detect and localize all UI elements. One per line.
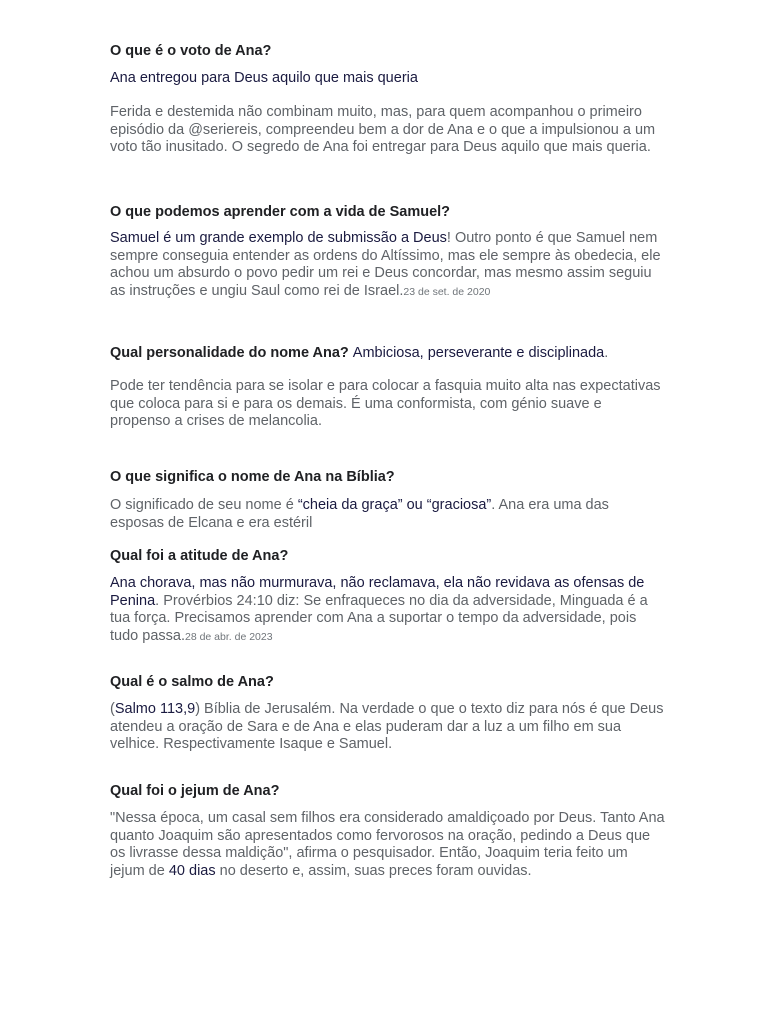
inline-answer: Ambiciosa, perseverante e disciplinada <box>352 345 605 361</box>
answer-highlight-1: “cheia da graça” <box>297 497 403 513</box>
answer-highlight: Ana entregou para Deus aquilo que mais queria <box>110 70 418 86</box>
inline-answer-end: . <box>604 345 609 361</box>
answer-connector: ou <box>402 497 427 513</box>
answer-body: Ferida e destemida não combinam muito, mas, para quem acompanhou o primeiro episódio da @seriereis, compreendeu bem a dor de Ana e o que a impulsionou a um voto tão inusitado. O segredo de Ana foi entregar para Deus aquilo que mais queria. <box>110 104 656 155</box>
question-heading: O que significa o nome de Ana na Bíblia? <box>110 469 395 485</box>
answer-highlight: Ana chorava, mas não murmurava, não reclamava, ela não revidava as ofensas de Penina <box>110 575 645 609</box>
answer-highlight: Samuel é um grande exemplo de submissão a Deus <box>110 230 447 246</box>
answer-highlight-2: “graciosa” <box>426 497 492 513</box>
answer-body-post: no deserto e, assim, suas preces foram ouvidas. <box>215 862 532 879</box>
question-heading <box>110 345 608 361</box>
answer-paragraph <box>110 810 665 880</box>
answer-paragraph <box>110 497 665 532</box>
answer-body: ! Outro ponto é que Samuel nem sempre conseguia entender as ordens do Altíssimo, mas ele sempre às obedecia, ele achou um absurdo o povo pedir um rei e Deus concordar, mas mesmo assim seguiu as instruções e ungiu Saul como rei de Israel. <box>110 230 661 299</box>
answer-paragraph <box>110 575 665 646</box>
answer-body-pre: O significado de seu nome é <box>110 497 298 513</box>
answer-body-pre: "Nessa época, um casal sem filhos era considerado amaldiçoado por Deus. Tanto Ana quanto Joaquim são apresentados como fervorosos na oração, pedindo a Deus que os livrasse dessa maldição", afirma o pesquisador. Então, Joaquim teria feito um jejum de <box>110 810 665 879</box>
answer-body: . Provérbios 24:10 diz: Se enfraqueces no dia da adversidade, Minguada é a tua força. Precisamos aprender com Ana a suportar o tempo da adversidade, pois tudo passa. <box>110 592 648 644</box>
answer-date: 23 de set. de 2020 <box>403 285 491 298</box>
answer-highlight: Salmo 113,9 <box>114 701 196 717</box>
answer-paragraph <box>110 230 665 301</box>
question-heading: Qual foi o jejum de Ana? <box>110 783 280 799</box>
answer-pre: ( <box>110 701 115 717</box>
question-text: Qual personalidade do nome Ana? <box>110 345 349 361</box>
question-heading: O que podemos aprender com a vida de Samuel? <box>110 204 451 220</box>
question-heading: O que é o voto de Ana? <box>110 43 272 59</box>
answer-date: 28 de abr. de 2023 <box>184 630 273 643</box>
answer-body: ) Bíblia de Jerusalém. Na verdade o que o texto diz para nós é que Deus atendeu a oração de Sara e de Ana e elas puderam dar a luz a um filho em sua velhice. Respectivamente Isaque e Samuel. <box>110 701 664 752</box>
answer-body: Pode ter tendência para se isolar e para colocar a fasquia muito alta nas expectativas que coloca para si e para os demais. É uma conformista, com génio suave e propenso a crises de melancolia. <box>110 378 661 429</box>
question-heading: Qual é o salmo de Ana? <box>110 674 274 690</box>
answer-paragraph <box>110 701 665 754</box>
question-heading: Qual foi a atitude de Ana? <box>110 548 289 564</box>
answer-body-post: . Ana era uma das esposas de Elcana e era estéril <box>110 497 609 531</box>
answer-highlight: 40 dias <box>168 862 216 879</box>
